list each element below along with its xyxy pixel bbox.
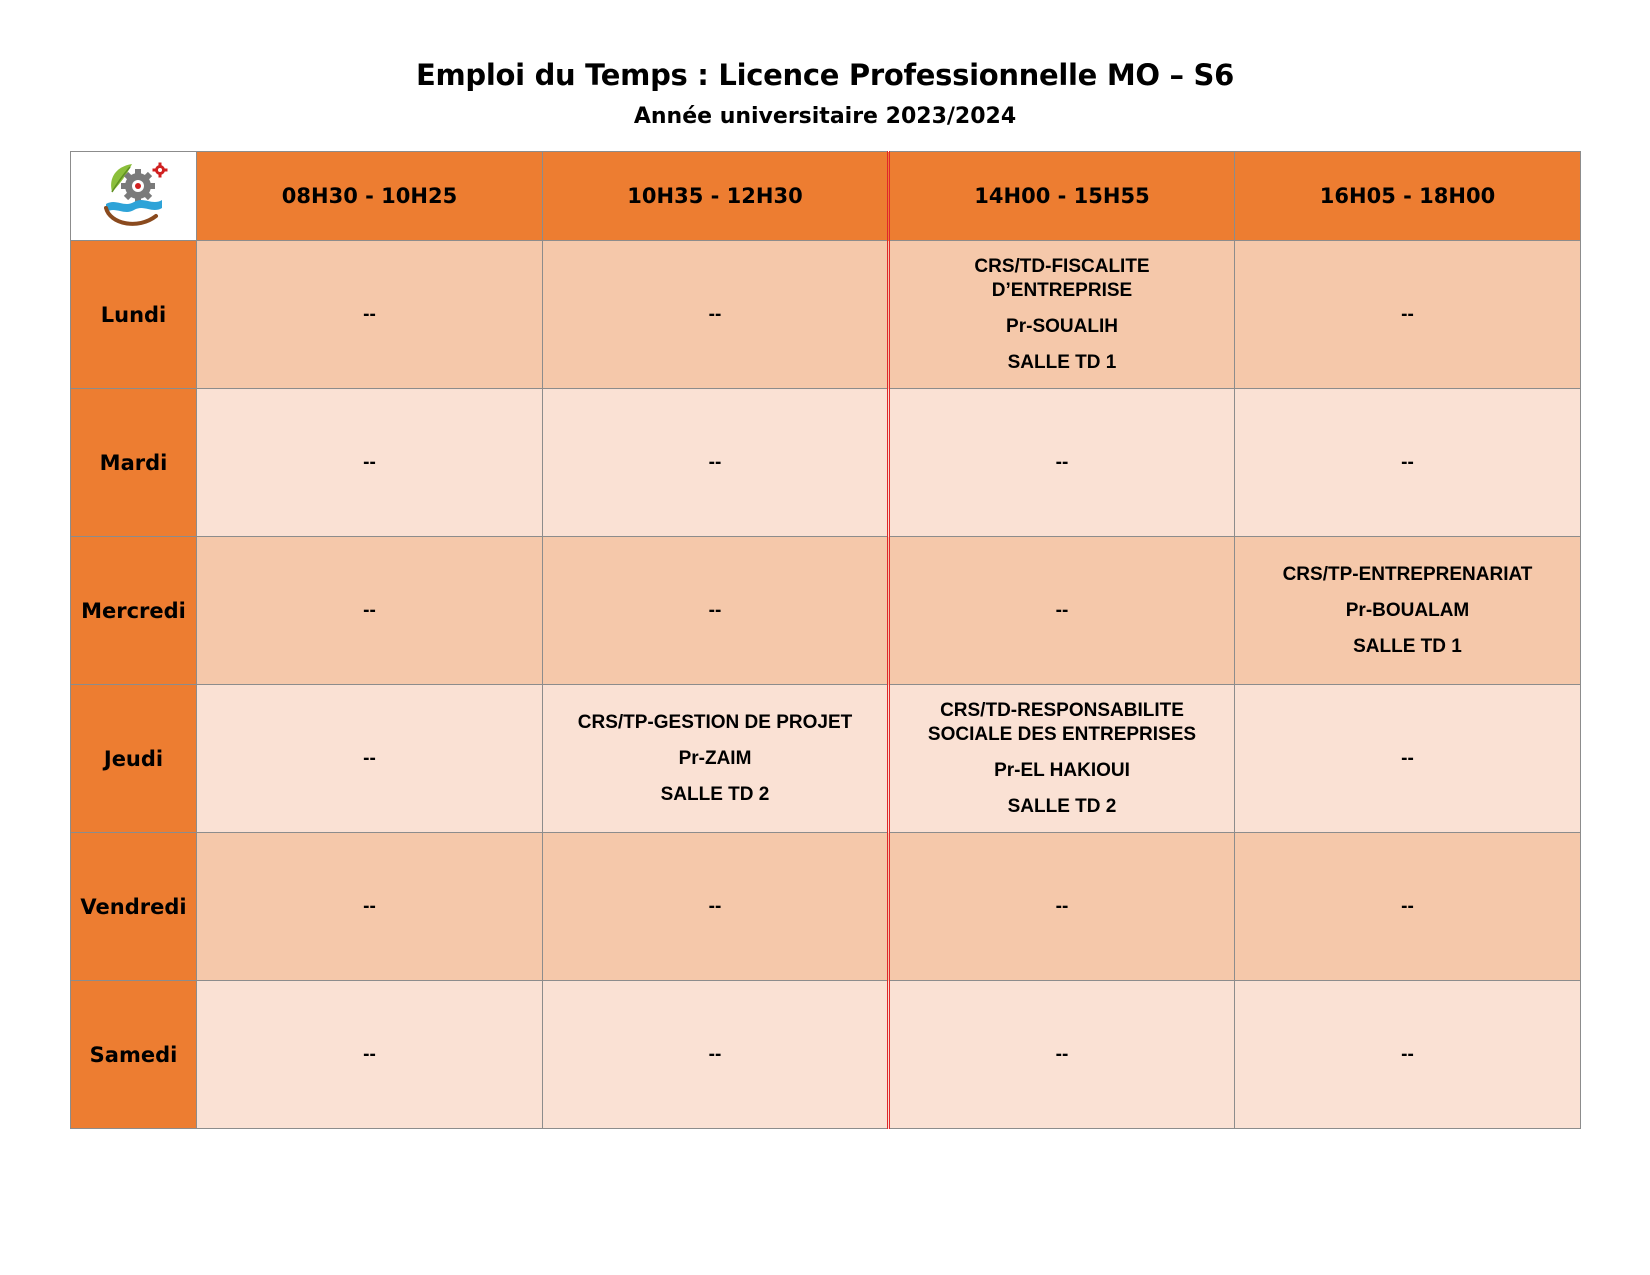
schedule-cell <box>889 981 1235 1129</box>
empty-slot: -- <box>1401 747 1414 769</box>
empty-slot: -- <box>708 895 722 917</box>
course-name: D’ENTREPRISE <box>991 279 1133 301</box>
table-row <box>71 537 1581 685</box>
spacer <box>890 303 1234 315</box>
empty-slot: -- <box>1401 303 1414 325</box>
table-row <box>71 685 1581 833</box>
day-label: Lundi <box>71 241 197 389</box>
spacer <box>1235 587 1580 599</box>
spacer <box>543 735 887 747</box>
schedule-cell <box>889 389 1235 537</box>
spacer <box>890 783 1234 795</box>
time-slot-header: 10H35 - 12H30 <box>543 152 889 241</box>
empty-slot: -- <box>708 1043 722 1065</box>
table-row <box>71 833 1581 981</box>
empty-slot: -- <box>1055 599 1069 621</box>
empty-slot: -- <box>1401 1043 1414 1065</box>
page-subtitle: Année universitaire 2023/2024 <box>633 104 1017 129</box>
timetable-body <box>71 241 1581 1129</box>
day-label: Mardi <box>71 389 197 537</box>
day-label: Samedi <box>71 981 197 1129</box>
room-name: SALLE TD 2 <box>660 783 770 805</box>
empty-slot: -- <box>1055 451 1069 473</box>
empty-slot: -- <box>708 303 722 325</box>
spacer <box>543 771 887 783</box>
spacer <box>890 747 1234 759</box>
spacer <box>890 339 1234 351</box>
time-slot-header: 14H00 - 15H55 <box>889 152 1235 241</box>
empty-slot: -- <box>1401 895 1414 917</box>
day-label: Jeudi <box>71 685 197 833</box>
table-row <box>71 241 1581 389</box>
empty-slot: -- <box>1401 451 1414 473</box>
empty-slot: -- <box>363 895 376 917</box>
day-label: Mercredi <box>71 537 197 685</box>
teacher-name: Pr-ZAIM <box>678 747 752 769</box>
room-name: SALLE TD 1 <box>1007 351 1117 373</box>
empty-slot: -- <box>1055 895 1069 917</box>
course-name: CRS/TP-GESTION DE PROJET <box>577 711 853 733</box>
schedule-cell <box>889 833 1235 981</box>
schedule-cell <box>543 833 889 981</box>
schedule-cell <box>197 981 543 1129</box>
empty-slot: -- <box>1055 1043 1069 1065</box>
schedule-cell <box>1235 389 1581 537</box>
schedule-cell <box>1235 685 1581 833</box>
teacher-name: Pr-BOUALAM <box>1345 599 1470 621</box>
teacher-name: Pr-SOUALIH <box>1006 315 1118 337</box>
logo-cell <box>71 152 197 241</box>
empty-slot: -- <box>708 451 722 473</box>
schedule-cell <box>1235 241 1581 389</box>
empty-slot: -- <box>708 599 722 621</box>
schedule-cell <box>889 241 1235 389</box>
day-label: Vendredi <box>71 833 197 981</box>
schedule-cell <box>543 389 889 537</box>
spacer <box>1235 623 1580 635</box>
gear-leaf-water-logo-icon <box>98 158 170 230</box>
empty-slot: -- <box>363 1043 376 1065</box>
schedule-cell <box>889 685 1235 833</box>
schedule-cell <box>1235 981 1581 1129</box>
empty-slot: -- <box>363 303 376 325</box>
schedule-cell <box>543 241 889 389</box>
schedule-cell <box>197 685 543 833</box>
timetable <box>70 151 1581 1129</box>
page-title: Emploi du Temps : Licence Professionnelle MO – S6 <box>415 58 1235 92</box>
course-name: CRS/TD-FISCALITE <box>974 255 1150 277</box>
teacher-name: Pr-EL HAKIOUI <box>994 759 1130 781</box>
timetable-header-row <box>71 152 1581 241</box>
schedule-cell <box>543 981 889 1129</box>
course-name: CRS/TP-ENTREPRENARIAT <box>1282 563 1533 585</box>
schedule-cell <box>543 537 889 685</box>
schedule-cell <box>543 685 889 833</box>
schedule-cell <box>1235 537 1581 685</box>
schedule-cell <box>197 537 543 685</box>
schedule-cell <box>889 537 1235 685</box>
room-name: SALLE TD 2 <box>1007 795 1117 817</box>
course-name: SOCIALE DES ENTREPRISES <box>927 723 1197 745</box>
schedule-cell <box>1235 833 1581 981</box>
time-slot-header: 08H30 - 10H25 <box>197 152 543 241</box>
table-row <box>71 389 1581 537</box>
schedule-cell <box>197 241 543 389</box>
course-name: CRS/TD-RESPONSABILITE <box>940 699 1184 721</box>
room-name: SALLE TD 1 <box>1353 635 1462 657</box>
schedule-cell <box>197 389 543 537</box>
time-slot-header: 16H05 - 18H00 <box>1235 152 1581 241</box>
empty-slot: -- <box>363 599 376 621</box>
schedule-cell <box>197 833 543 981</box>
empty-slot: -- <box>363 451 376 473</box>
table-row <box>71 981 1581 1129</box>
empty-slot: -- <box>363 747 376 769</box>
